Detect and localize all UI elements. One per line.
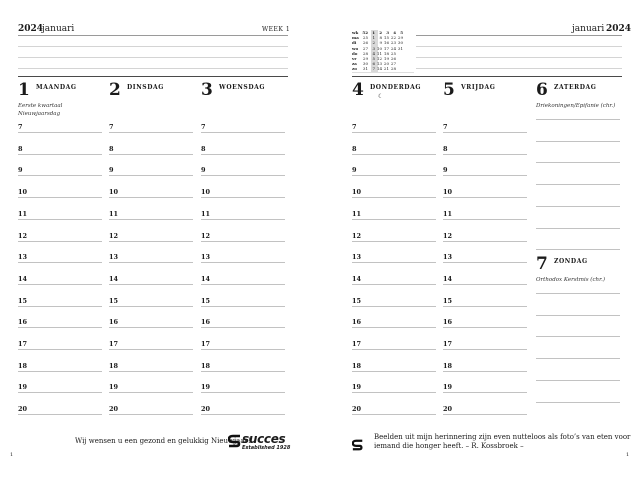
note-line[interactable] — [536, 119, 620, 120]
hour-label: 17 — [109, 340, 119, 348]
note-line[interactable] — [536, 249, 620, 250]
hour-line[interactable] — [109, 371, 193, 372]
hour-line[interactable] — [352, 392, 436, 393]
hour-line[interactable] — [201, 241, 285, 242]
mini-cell: 30 — [362, 61, 368, 67]
hour-line[interactable] — [109, 392, 193, 393]
hour-line[interactable] — [443, 349, 527, 350]
hour-label: 7 — [352, 123, 357, 131]
right-page — [320, 0, 640, 480]
hour-label: 15 — [109, 296, 119, 305]
day-name: ZONDAG — [554, 258, 588, 265]
hour-label: 14 — [109, 274, 119, 283]
hour-line[interactable] — [109, 262, 193, 263]
hour-line[interactable] — [201, 219, 285, 220]
hour-label: 15 — [352, 296, 362, 305]
day-number: 6 — [536, 80, 548, 100]
day-number: 3 — [201, 80, 213, 100]
hour-label: 20 — [352, 405, 362, 414]
mini-cell: 6 — [372, 61, 375, 67]
hour-line[interactable] — [18, 306, 102, 307]
hour-line[interactable] — [201, 154, 285, 155]
mini-cell: 30 — [397, 40, 403, 46]
day-column-7 — [536, 256, 620, 422]
hour-label: 8 — [109, 144, 114, 153]
hour-line[interactable] — [18, 349, 102, 350]
mini-cell: 1 — [372, 30, 375, 35]
mini-cell: 29 — [397, 35, 403, 41]
mini-cell — [396, 66, 403, 71]
notes-rule — [416, 68, 622, 69]
mini-cell: 16 — [383, 40, 389, 46]
week-label: WEEK 1 — [262, 26, 291, 33]
hour-line[interactable] — [109, 241, 193, 242]
mini-cell: 20 — [383, 61, 389, 67]
hour-label: 14 — [201, 274, 211, 283]
day-column-5 — [443, 82, 527, 422]
hour-label: 16 — [352, 318, 362, 327]
hour-label: 12 — [443, 231, 453, 240]
mini-cell: 2 — [379, 30, 382, 35]
mini-cell: 17 — [383, 45, 389, 51]
hour-label: 11 — [18, 209, 28, 218]
notes-rule — [416, 57, 622, 58]
hour-label: 8 — [201, 144, 206, 153]
hour-line[interactable] — [18, 175, 102, 176]
hour-line[interactable] — [352, 197, 436, 198]
hour-label: 20 — [443, 405, 453, 414]
hour-line[interactable] — [443, 132, 527, 133]
notes-rule — [18, 68, 288, 69]
day-name: MAANDAG — [36, 84, 77, 91]
mini-cell: 31 — [362, 66, 368, 72]
mini-cell: za — [352, 61, 357, 67]
mini-cell: 22 — [390, 35, 396, 41]
hour-label: 20 — [201, 405, 211, 414]
hour-label: 20 — [109, 405, 119, 414]
mini-cell: 5 — [372, 56, 375, 62]
hour-label: 7 — [443, 123, 448, 131]
hour-line[interactable] — [352, 371, 436, 372]
hour-label: 13 — [352, 253, 362, 262]
day-name: WOENSDAG — [219, 84, 266, 91]
hour-label: 18 — [352, 361, 362, 370]
day-note: Orthodox Kerstmis (chr.) — [536, 277, 605, 283]
mini-cell: 4 — [372, 50, 375, 56]
mini-cell: wk — [352, 30, 359, 35]
day-column-2 — [109, 82, 193, 422]
notes-rule — [416, 46, 622, 47]
hour-line[interactable] — [109, 414, 193, 415]
mini-cell: 14 — [376, 66, 382, 72]
hour-line[interactable] — [443, 241, 527, 242]
hour-label: 8 — [443, 144, 448, 153]
right-page-number: 1 — [626, 452, 630, 458]
day-number: 1 — [18, 80, 30, 100]
hour-line[interactable] — [201, 197, 285, 198]
note-line[interactable] — [536, 315, 620, 316]
hour-label: 15 — [18, 296, 28, 305]
hour-line[interactable] — [201, 306, 285, 307]
hour-line[interactable] — [18, 197, 102, 198]
hour-label: 9 — [352, 166, 357, 175]
succes-logo-icon — [352, 439, 364, 451]
hour-label: 14 — [352, 274, 362, 283]
hour-label: 7 — [201, 123, 206, 131]
hour-line[interactable] — [352, 327, 436, 328]
notes-rule — [18, 57, 288, 58]
day-note: Driekoningen/Epifanie (chr.) — [536, 103, 616, 109]
mini-cell: 31 — [397, 45, 403, 51]
hour-label: 9 — [201, 166, 206, 175]
header-line — [18, 35, 288, 36]
hour-line[interactable] — [109, 175, 193, 176]
mini-cell: 26 — [362, 40, 368, 46]
hour-line[interactable] — [443, 414, 527, 415]
mini-cell: 27 — [362, 45, 368, 51]
mini-cell: 5 — [400, 30, 403, 35]
mini-cell: 10 — [376, 45, 382, 51]
succes-logo-small — [352, 436, 364, 455]
hour-label: 10 — [18, 188, 28, 197]
left-page-number: 1 — [10, 452, 14, 458]
hour-line[interactable] — [109, 132, 193, 133]
notes-rule — [18, 46, 288, 47]
mini-cell: 52 — [362, 30, 368, 35]
hour-line[interactable] — [109, 284, 193, 285]
mini-calendar — [352, 30, 414, 72]
hour-label: 11 — [201, 209, 211, 218]
mini-cell: di — [352, 40, 357, 46]
note-line[interactable] — [536, 336, 620, 337]
hour-line[interactable] — [352, 219, 436, 220]
section-divider — [18, 76, 288, 77]
section-divider — [352, 76, 622, 77]
hour-label: 18 — [443, 361, 453, 370]
hour-label: 19 — [352, 383, 362, 392]
hour-label: 17 — [443, 340, 453, 348]
mini-cell: vr — [352, 56, 357, 62]
hour-line[interactable] — [443, 284, 527, 285]
day-name: DONDERDAG — [370, 84, 422, 91]
hour-label: 18 — [109, 361, 119, 370]
hour-label: 13 — [18, 253, 28, 262]
hour-label: 9 — [443, 166, 448, 175]
hour-line[interactable] — [18, 154, 102, 155]
hour-line[interactable] — [18, 262, 102, 263]
mini-cell: ma — [352, 35, 359, 41]
note-line[interactable] — [536, 228, 620, 229]
left-month: januari — [42, 24, 75, 34]
note-line[interactable] — [536, 184, 620, 185]
quote-line-1: Beelden uit mijn herinnering zijn even nutteloos als foto’s van eten voor — [374, 433, 631, 441]
mini-cell: 27 — [390, 61, 396, 67]
day-name: ZATERDAG — [554, 84, 597, 91]
logo-established: Established 1928 — [242, 445, 291, 451]
hour-label: 12 — [18, 231, 28, 240]
hour-label: 10 — [443, 188, 453, 197]
mini-calendar-rule — [352, 72, 414, 73]
mini-cell: 13 — [376, 61, 382, 67]
hour-line[interactable] — [109, 219, 193, 220]
hour-line[interactable] — [201, 327, 285, 328]
day-column-1 — [18, 82, 102, 422]
hour-line[interactable] — [201, 262, 285, 263]
hour-label: 16 — [18, 318, 28, 327]
hour-label: 8 — [352, 144, 357, 153]
hour-line[interactable] — [352, 284, 436, 285]
day-column-3 — [201, 82, 285, 422]
hour-label: 12 — [352, 231, 362, 240]
mini-cell: wo — [352, 45, 359, 51]
succes-logo-icon — [228, 434, 242, 448]
mini-cell: 23 — [390, 40, 396, 46]
hour-line[interactable] — [18, 414, 102, 415]
mini-cell: 4 — [393, 30, 396, 35]
hour-label: 7 — [109, 123, 114, 131]
day-number: 4 — [352, 80, 364, 100]
hour-label: 9 — [18, 166, 23, 175]
mini-cell: 8 — [379, 35, 382, 41]
hour-label: 10 — [201, 188, 211, 197]
note-line[interactable] — [536, 380, 620, 381]
hour-line[interactable] — [201, 349, 285, 350]
hour-line[interactable] — [201, 414, 285, 415]
hour-line[interactable] — [201, 371, 285, 372]
right-year: 2024 — [606, 24, 632, 34]
mini-cell: 26 — [390, 56, 396, 62]
hour-label: 12 — [201, 231, 211, 240]
hour-line[interactable] — [18, 371, 102, 372]
hour-line[interactable] — [352, 175, 436, 176]
mini-cell: 25 — [362, 35, 368, 41]
hour-line[interactable] — [443, 154, 527, 155]
mini-cell: 29 — [362, 56, 368, 62]
hour-line[interactable] — [109, 306, 193, 307]
hour-label: 14 — [18, 274, 28, 283]
note-line[interactable] — [536, 206, 620, 207]
hour-label: 19 — [109, 383, 119, 392]
note-line[interactable] — [536, 293, 620, 294]
hour-label: 18 — [201, 361, 211, 370]
mini-cell: 18 — [383, 50, 389, 56]
hour-line[interactable] — [352, 414, 436, 415]
hour-label: 16 — [443, 318, 453, 327]
hour-label: 19 — [201, 383, 211, 392]
quote-line-2: iemand die honger heeft. – R. Kossbroek – — [374, 442, 524, 450]
mini-calendar-row — [352, 66, 414, 71]
hour-label: 17 — [201, 340, 211, 348]
hour-label: 19 — [443, 383, 453, 392]
note-line[interactable] — [536, 358, 620, 359]
hour-line[interactable] — [352, 132, 436, 133]
hour-label: 15 — [443, 296, 453, 305]
mini-cell: 11 — [376, 50, 382, 56]
hour-label: 13 — [443, 253, 453, 262]
mini-cell: 3 — [372, 45, 375, 51]
hour-line[interactable] — [18, 132, 102, 133]
hour-label: 17 — [18, 340, 28, 348]
hour-line[interactable] — [443, 327, 527, 328]
hour-line[interactable] — [201, 392, 285, 393]
mini-cell: 24 — [390, 45, 396, 51]
mini-cell: zo — [352, 66, 357, 72]
hour-label: 19 — [18, 383, 28, 392]
mini-cell: 12 — [376, 56, 382, 62]
hour-line[interactable] — [352, 306, 436, 307]
hour-line[interactable] — [18, 392, 102, 393]
right-month: januari — [572, 24, 605, 34]
hour-label: 17 — [352, 340, 362, 348]
mini-cell: do — [352, 50, 358, 56]
hour-line[interactable] — [201, 175, 285, 176]
day-column-4 — [352, 82, 436, 422]
note-line[interactable] — [536, 141, 620, 142]
hour-label: 11 — [443, 209, 453, 218]
hour-label: 11 — [109, 209, 119, 218]
hour-label: 9 — [109, 166, 114, 175]
left-year: 2024 — [18, 24, 44, 34]
hour-label: 16 — [201, 318, 211, 327]
mini-cell: 28 — [362, 50, 368, 56]
hour-line[interactable] — [443, 219, 527, 220]
hour-line[interactable] — [18, 284, 102, 285]
hour-label: 20 — [18, 405, 28, 414]
day-note: Nieuwjaarsdag — [18, 111, 61, 117]
hour-line[interactable] — [109, 197, 193, 198]
mini-cell: 1 — [372, 35, 375, 41]
hour-label: 18 — [18, 361, 28, 370]
hour-label: 11 — [352, 209, 362, 218]
day-number: 7 — [536, 254, 548, 274]
hour-label: 12 — [109, 231, 119, 240]
mini-cell: 25 — [390, 50, 396, 56]
logo-word: succes — [242, 432, 286, 446]
note-line[interactable] — [536, 402, 620, 403]
hour-line[interactable] — [443, 262, 527, 263]
hour-line[interactable] — [443, 175, 527, 176]
hour-line[interactable] — [109, 154, 193, 155]
hour-label: 13 — [109, 253, 119, 262]
hour-line[interactable] — [18, 219, 102, 220]
hour-label: 10 — [109, 188, 119, 197]
mini-cell: 9 — [379, 40, 382, 46]
mini-cell: 19 — [383, 56, 389, 62]
day-name: VRIJDAG — [461, 84, 496, 91]
hour-label: 8 — [18, 144, 23, 153]
day-number: 5 — [443, 80, 455, 100]
moon-phase-icon: ☾ — [378, 93, 384, 100]
hour-label: 16 — [109, 318, 119, 327]
day-name: DINSDAG — [127, 84, 165, 91]
hour-line[interactable] — [443, 392, 527, 393]
day-note: Eerste kwartaal — [18, 103, 63, 109]
hour-line[interactable] — [352, 241, 436, 242]
hour-line[interactable] — [201, 284, 285, 285]
left-footer-text: Wij wensen u een gezond en gelukkig Nieuwjaar! — [75, 437, 251, 445]
hour-line[interactable] — [443, 306, 527, 307]
mini-cell: 28 — [390, 66, 396, 72]
hour-label: 15 — [201, 296, 211, 305]
hour-line[interactable] — [109, 327, 193, 328]
mini-cell: 7 — [372, 66, 375, 72]
hour-line[interactable] — [352, 154, 436, 155]
hour-line[interactable] — [18, 241, 102, 242]
hour-line[interactable] — [109, 349, 193, 350]
mini-cell: 2 — [372, 40, 375, 46]
hour-label: 14 — [443, 274, 453, 283]
header-line — [416, 35, 622, 36]
hour-line[interactable] — [18, 327, 102, 328]
hour-line[interactable] — [352, 349, 436, 350]
hour-line[interactable] — [443, 371, 527, 372]
hour-line[interactable] — [352, 262, 436, 263]
note-line[interactable] — [536, 162, 620, 163]
mini-cell: 21 — [383, 66, 389, 72]
hour-label: 13 — [201, 253, 211, 262]
hour-line[interactable] — [201, 132, 285, 133]
day-number: 2 — [109, 80, 121, 100]
hour-label: 7 — [18, 123, 23, 131]
hour-line[interactable] — [443, 197, 527, 198]
mini-cell: 3 — [386, 30, 389, 35]
hour-label: 10 — [352, 188, 362, 197]
mini-cell: 15 — [383, 35, 389, 41]
